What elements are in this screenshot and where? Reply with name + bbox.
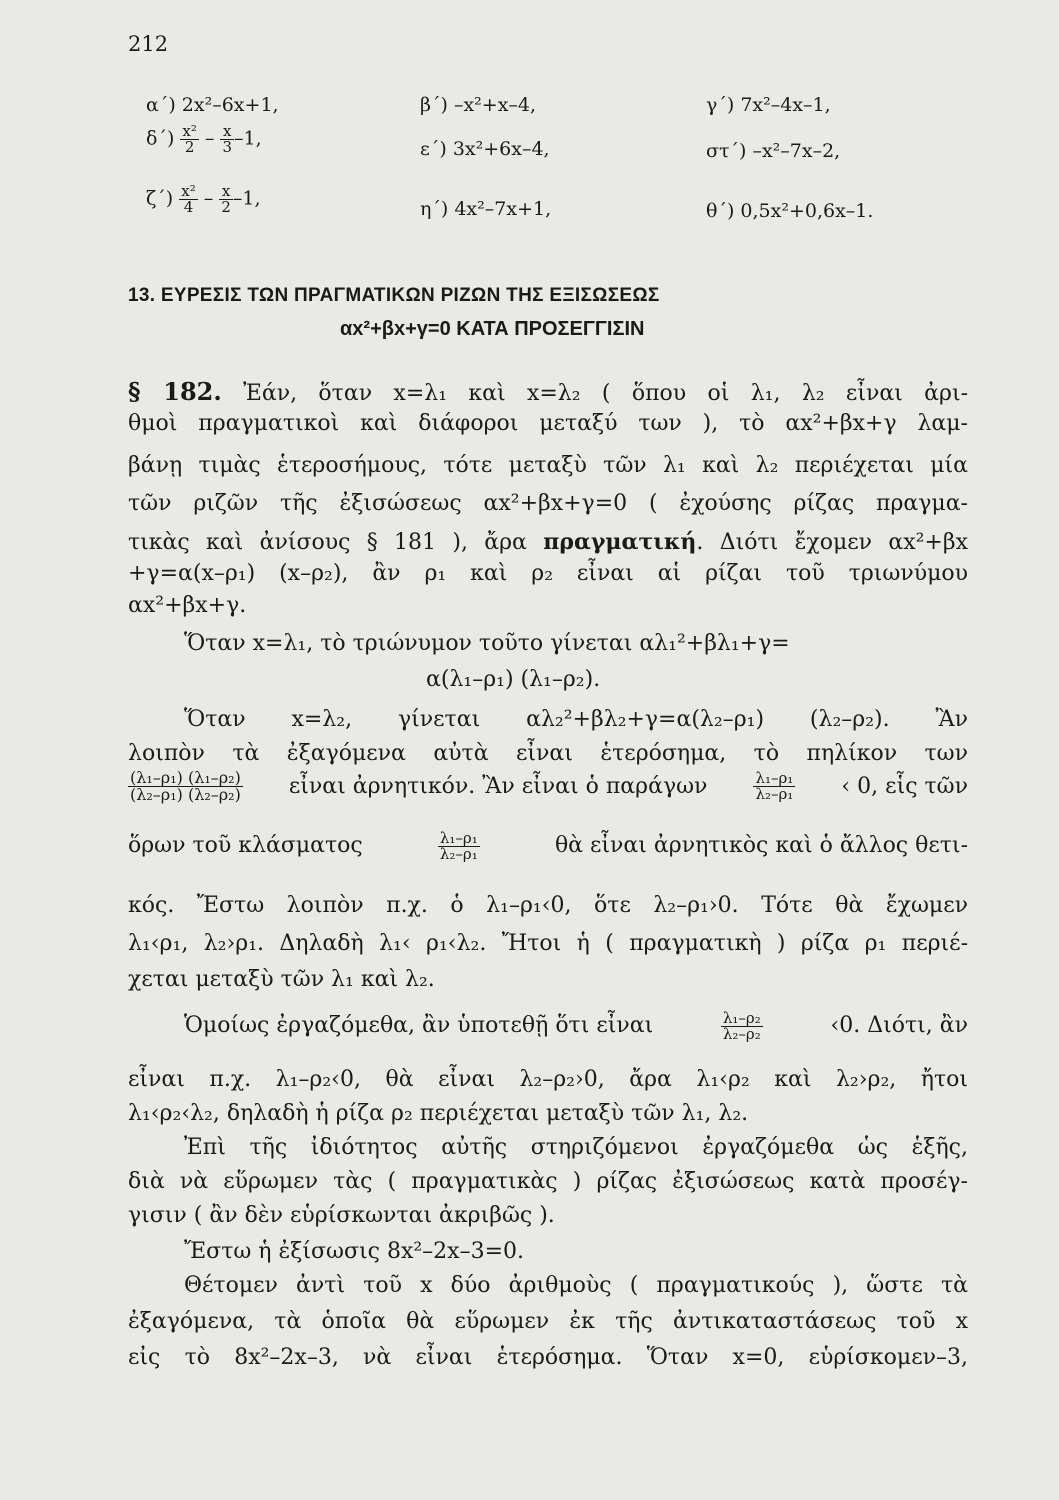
text-line: βάνῃ τιμὰς ἑτεροσήμους, τότε μεταξὺ τῶν λ₁ καὶ λ₂ περιέχεται μία — [128, 453, 968, 478]
exercise-expr: –x²+x–4, — [453, 94, 537, 116]
exercise-expr: 3x²+6x–4, — [452, 138, 550, 160]
exercise-tail: –1, — [234, 127, 262, 150]
exercise-label: η΄) — [420, 198, 449, 220]
exercise-e — [420, 138, 550, 160]
text-line: +γ=α(x–ρ₁) (x–ρ₂), ἂν ρ₁ καὶ ρ₂ εἶναι αἱ ρίζαι τοῦ τριωνύμου — [128, 561, 968, 586]
exercise-label: ζ΄) — [146, 187, 174, 210]
text-line: κός. Ἔστω λοιπὸν π.χ. ὁ λ₁–ρ₁‹0, ὅτε λ₂–ρ₁›0. Τότε θὰ ἔχωμεν — [128, 893, 968, 918]
exercise-tail: –1, — [232, 187, 261, 210]
text-line: διὰ νὰ εὕρωμεν τὰς ( πραγματικὰς ) ρίζας ἐξισώσεως κατὰ προσέγ- — [128, 1169, 968, 1194]
text-span: ‹0. Διότι, ἂν — [830, 1013, 968, 1038]
text-span: ὅρων τοῦ κλάσματος — [128, 833, 363, 858]
text-line: λ₁‹ρ₁, λ₂›ρ₁. Δηλαδὴ λ₁‹ ρ₁‹λ₂. Ἤτοι ἡ ( πραγματικὴ ) ρίζα ρ₁ περιέ- — [128, 931, 968, 956]
numerator: λ₁–ρ₁ — [439, 828, 478, 847]
fraction — [179, 184, 197, 215]
page-number: 212 — [128, 32, 169, 56]
numerator: x — [219, 184, 233, 200]
section-number: § 182. — [128, 377, 222, 406]
exercise-label: θ΄) — [706, 200, 735, 222]
exercise-label: α΄) — [146, 94, 176, 116]
text-line: χεται μεταξὺ τῶν λ₁ καὶ λ₂. — [128, 967, 435, 992]
exercise-h — [420, 198, 551, 220]
exercise-expr: 2x²–6x+1, — [181, 94, 279, 116]
fraction — [438, 828, 480, 863]
text-span: Ἐάν, ὅταν x=λ₁ καὶ x=λ₂ ( ὅπου οἱ λ₁, λ₂ εἶναι ἀρι- — [243, 381, 969, 406]
text-line: λ₁‹ρ₂‹λ₂, δηλαδὴ ἡ ρίζα ρ₂ περιέχεται μεταξὺ τῶν λ₁, λ₂. — [128, 1101, 749, 1126]
text-span: τικὰς καὶ ἀνίσους § 181 ), ἄρα — [128, 530, 527, 555]
section-subheading: αx²+βx+γ=0 ΚΑΤΑ ΠΡΟΣΕΓΓΙΣΙΝ — [340, 318, 645, 340]
text-line — [128, 1010, 968, 1042]
text-line — [128, 830, 968, 862]
numerator: x — [220, 124, 234, 140]
text-line: θμοὶ πραγματικοὶ καὶ διάφοροι μεταξύ των ), τὸ αx²+βx+γ λαμ- — [128, 411, 968, 436]
exercise-c — [706, 94, 831, 116]
exercise-expr: 0,5x²+0,6x–1. — [740, 200, 874, 222]
exercise-expr: 7x²–4x–1, — [740, 94, 831, 116]
numerator: λ₁–ρ₂ — [722, 1008, 761, 1027]
text-span: θὰ εἶναι ἀρνητικὸς καὶ ὁ ἄλλος θετι- — [554, 833, 968, 858]
denominator: 3 — [222, 138, 233, 156]
denominator: 2 — [221, 198, 231, 216]
text-line: Θέτομεν ἀντὶ τοῦ x δύο ἀριθμοὺς ( πραγματικούς ), ὥστε τὰ — [184, 1273, 968, 1298]
exercise-expr: 4x²–7x+1, — [454, 198, 552, 220]
exercise-label: γ΄) — [706, 94, 735, 116]
numerator: λ₁–ρ₁ — [755, 769, 794, 787]
section-heading: 13. ΕΥΡΕΣΙΣ ΤΩΝ ΠΡΑΓΜΑΤΙΚΩΝ ΡΙΖΩΝ ΤΗΣ ΕΞΙΣΩΣΕΩΣ — [128, 285, 660, 306]
exercise-th — [706, 200, 873, 222]
exercise-a — [146, 94, 279, 116]
text-line: α(λ₁–ρ₁) (λ₁–ρ₂). — [426, 667, 601, 692]
text-line: εἰς τὸ 8x²–2x–3, νὰ εἶναι ἑτερόσημα. Ὅταν x=0, εὑρίσκομεν–3, — [128, 1345, 968, 1370]
text-span: Ὁμοίως ἐργαζόμεθα, ἂν ὑποτεθῇ ὅτι εἶναι — [184, 1013, 654, 1038]
text-span: ‹ 0, εἷς τῶν — [841, 773, 968, 799]
text-line: τῶν ριζῶν τῆς ἐξισώσεως αx²+βx+γ=0 ( ἐχούσης ρίζας πραγμα- — [128, 491, 968, 516]
exercise-label: β΄) — [420, 94, 448, 116]
exercise-z: ζ΄) $\frac{\text{x²}}{4}$ – $\frac{x}{2}$ –1, — [146, 182, 261, 216]
fraction — [753, 771, 795, 802]
denominator: λ₂–ρ₁ — [755, 785, 794, 803]
text-span: εἶναι ἀρνητικόν. Ἂν εἶναι ὁ παράγων — [288, 773, 708, 799]
denominator: λ₂–ρ₂ — [722, 1024, 761, 1043]
text-line: εἶναι π.χ. λ₁–ρ₂‹0, θὰ εἶναι λ₂–ρ₂›0, ἄρα λ₁‹ρ₂ καὶ λ₂›ρ₂, ἤτοι — [128, 1067, 968, 1092]
fraction — [180, 124, 198, 155]
text-line: Ὅταν x=λ₂, γίνεται αλ₂²+βλ₂+γ=α(λ₂–ρ₁) (λ₂–ρ₂). Ἂν — [184, 707, 968, 732]
denominator: (λ₂–ρ₁) (λ₂–ρ₂) — [130, 785, 241, 804]
text-line: ἐξαγόμενα, τὰ ὁποῖα θὰ εὕρωμεν ἐκ τῆς ἀντικαταστάσεως τοῦ x — [128, 1309, 968, 1334]
exercise-expr: –x²–7x–2, — [752, 140, 841, 162]
text-line — [128, 376, 968, 410]
numerator: x² — [181, 182, 196, 200]
exercise-label: δ΄) — [146, 127, 175, 150]
denominator: λ₂–ρ₁ — [439, 844, 478, 863]
exercise-st — [706, 140, 840, 162]
text-line — [128, 526, 968, 559]
text-line — [128, 770, 968, 803]
fraction — [219, 184, 233, 215]
fraction — [721, 1008, 763, 1043]
exercise-label: στ΄) — [706, 140, 747, 162]
text-line: Ἐπὶ τῆς ἰδιότητος αὐτῆς στηριζόμενοι ἐργαζόμεθα ὡς ἑξῆς, — [184, 1135, 968, 1160]
denominator: 2 — [184, 138, 195, 156]
text-span: . Διότι ἔχομεν αx²+βx — [696, 530, 968, 555]
text-line: Ἔστω ἡ ἐξίσωσις 8x²–2x–3=0. — [184, 1239, 524, 1264]
exercise-label: ε΄) — [420, 138, 447, 160]
emphasis: πραγματική — [543, 529, 697, 555]
numerator: (λ₁–ρ₁) (λ₁–ρ₂) — [130, 768, 241, 787]
text-line: γισιν ( ἂν δὲν εὑρίσκωνται ἀκριβῶς ). — [128, 1203, 555, 1228]
numerator: x² — [182, 122, 197, 140]
text-line: αx²+βx+γ. — [128, 593, 247, 618]
exercise-b — [420, 94, 536, 116]
denominator: 4 — [183, 198, 194, 216]
text-line: λοιπὸν τὰ ἐξαγόμενα αὐτὰ εἶναι ἑτερόσημα, τὸ πηλίκον των — [128, 741, 968, 766]
fraction — [128, 770, 243, 803]
text-line: Ὅταν x=λ₁, τὸ τριώνυμον τοῦτο γίνεται αλ₁²+βλ₁+γ= — [184, 631, 790, 656]
exercise-d: δ΄) $\frac{\text{x²}}{2}$ – $\frac{x}{3}$ –1, — [146, 122, 262, 156]
fraction — [220, 124, 234, 155]
